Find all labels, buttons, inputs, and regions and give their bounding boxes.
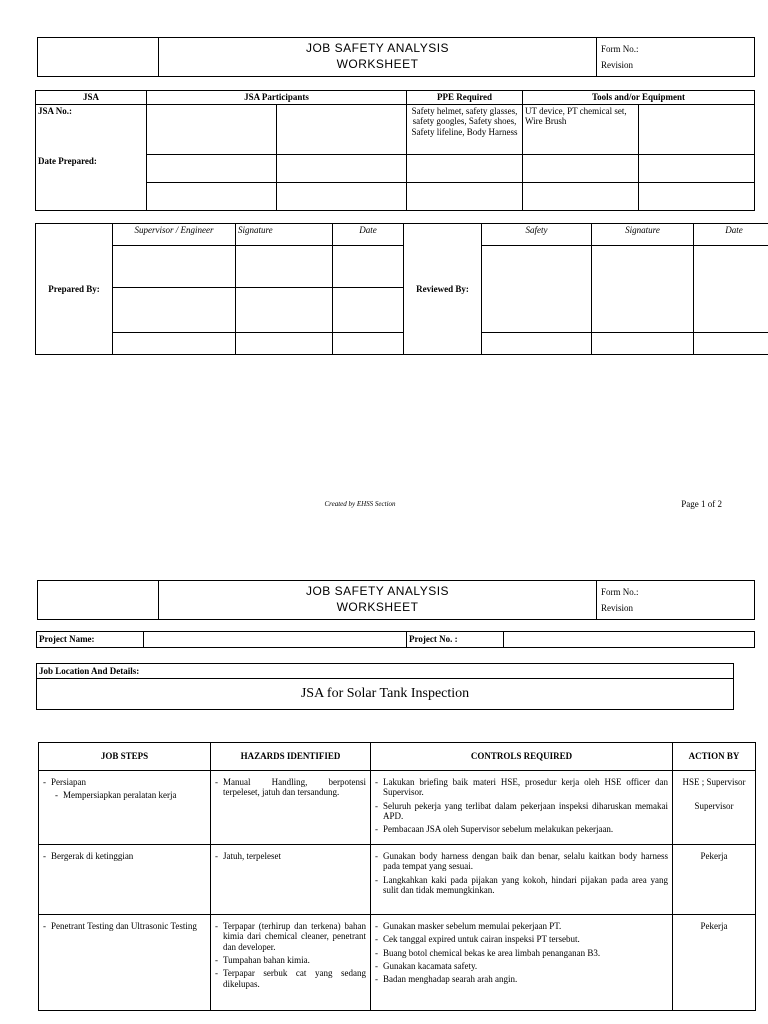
signoff-table [35, 223, 768, 355]
jsa-info-table [35, 90, 755, 211]
project-name-label: Project Name: [37, 632, 144, 648]
hazard-cell [211, 845, 371, 915]
tools-cell[interactable] [523, 183, 639, 211]
action-by: Supervisor [694, 801, 734, 812]
control-item: - Lakukan briefing baik materi HSE, prosedur kerja oleh HSE officer dan Supervisor. [375, 777, 668, 798]
form-meta [597, 581, 755, 620]
controls-cell [371, 771, 673, 845]
header-tools: Tools and/or Equipment [523, 91, 755, 105]
hazard-cell [211, 771, 371, 845]
control-item: - Langkahkan kaki pada pijakan yang kokoh, hindari pijakan pada area yang sulit dan tidak memungkinkan. [375, 875, 668, 896]
header-jsa: JSA [36, 91, 147, 105]
controls-cell [371, 845, 673, 915]
prepared-by-label: Prepared By: [36, 224, 113, 355]
hazard-item: - Manual Handling, berpotensi terpeleset, jatuh dan tersandung. [215, 777, 366, 798]
job-title: JSA for Solar Tank Inspection [37, 679, 734, 710]
header-hazards: HAZARDS IDENTIFIED [211, 743, 371, 771]
col-date-reviewer: Date [694, 224, 768, 246]
supervisor-cell[interactable] [113, 246, 236, 288]
project-name-field[interactable] [144, 632, 407, 648]
header-action-by: ACTION BY [673, 743, 756, 771]
tools-cell[interactable] [639, 183, 755, 211]
col-signature: Signature [236, 224, 333, 246]
header-participants: JSA Participants [147, 91, 407, 105]
control-item: - Gunakan kacamata safety. [375, 961, 668, 971]
col-date: Date [333, 224, 404, 246]
signature-cell[interactable] [236, 246, 333, 288]
safety-cell[interactable] [482, 246, 592, 333]
form-meta [597, 38, 755, 77]
control-item: - Gunakan masker sebelum memulai pekerjaan PT. [375, 921, 668, 931]
reviewed-by-label: Reviewed By: [404, 224, 482, 355]
form-title: JOB SAFETY ANALYSIS WORKSHEET [159, 581, 597, 620]
control-item: - Seluruh pekerja yang terlibat dalam pekerjaan inspeksi diharuskan memakai APD. [375, 801, 668, 822]
job-step-cell [39, 915, 211, 1011]
participant-cell[interactable] [147, 155, 277, 183]
participant-cell[interactable] [147, 105, 277, 155]
date-cell[interactable] [694, 333, 768, 355]
signature-cell[interactable] [236, 333, 333, 355]
signature-cell[interactable] [592, 246, 694, 333]
participant-cell[interactable] [277, 183, 407, 211]
control-item: - Buang botol chemical bekas ke area limbah penanganan B3. [375, 948, 668, 958]
tools-cell[interactable] [639, 105, 755, 155]
page1-header [37, 37, 755, 77]
logo-cell [38, 38, 159, 77]
action-by-cell [673, 845, 756, 915]
revision-label: Revision [601, 60, 634, 70]
job-step-cell [39, 845, 211, 915]
hazard-item: - Terpapar (terhirup dan terkena) bahan kimia dari chemical cleaner, penetrant dan developer. [215, 921, 366, 952]
header-controls: CONTROLS REQUIRED [371, 743, 673, 771]
supervisor-cell[interactable] [113, 333, 236, 355]
header-job-steps: JOB STEPS [39, 743, 211, 771]
signature-cell[interactable] [592, 333, 694, 355]
created-by-footer: Created by EHSS Section [324, 500, 396, 508]
job-steps-table [38, 742, 756, 1011]
page-number: Page 1 of 2 [681, 499, 722, 509]
date-cell[interactable] [694, 246, 768, 333]
hazard-cell [211, 915, 371, 1011]
date-cell[interactable] [333, 288, 404, 333]
location-label: Job Location And Details: [37, 664, 734, 679]
signature-cell[interactable] [236, 288, 333, 333]
date-cell[interactable] [333, 333, 404, 355]
ppe-cell[interactable] [407, 183, 523, 211]
hazard-item: - Tumpahan bahan kimia. [215, 955, 366, 965]
col-supervisor: Supervisor / Engineer [113, 224, 236, 246]
job-step: - Bergerak di ketinggian [43, 851, 206, 861]
job-step-cell [39, 771, 211, 845]
date-cell[interactable] [333, 246, 404, 288]
hazard-item: - Jatuh, terpeleset [215, 851, 366, 861]
control-item: - Gunakan body harness dengan baik dan benar, selalu kaitkan body harness pada tempat yang sesuai. [375, 851, 668, 872]
date-prepared-label: Date Prepared: [38, 156, 97, 167]
action-by: HSE ; Supervisor [682, 777, 746, 787]
control-item: - Cek tanggal expired untuk cairan inspeksi PT tersebut. [375, 934, 668, 944]
controls-cell [371, 915, 673, 1011]
location-table [36, 663, 734, 710]
page2-header [37, 580, 755, 620]
tools-cell[interactable] [523, 155, 639, 183]
form-title: JOB SAFETY ANALYSIS WORKSHEET [159, 38, 597, 77]
control-item: - Badan menghadap searah arah angin. [375, 974, 668, 984]
project-table [36, 631, 755, 648]
participant-cell[interactable] [277, 155, 407, 183]
jsa-meta-cell [36, 105, 147, 211]
action-by-cell [673, 771, 756, 845]
action-by-cell [673, 915, 756, 1011]
col-signature-reviewer: Signature [592, 224, 694, 246]
supervisor-cell[interactable] [113, 288, 236, 333]
form-no-label: Form No.: [601, 586, 639, 597]
logo-cell [38, 581, 159, 620]
action-by: Pekerja [700, 851, 728, 861]
revision-label: Revision [601, 603, 634, 613]
col-safety: Safety [482, 224, 592, 246]
ppe-cell[interactable] [407, 155, 523, 183]
tools-cell[interactable] [639, 155, 755, 183]
form-no-label: Form No.: [601, 43, 639, 54]
safety-cell[interactable] [482, 333, 592, 355]
ppe-value: Safety helmet, safety glasses, safety googles, Safety shoes, Safety lifeline, Body Harness [407, 105, 523, 155]
project-no-field[interactable] [504, 632, 755, 648]
control-item: - Pembacaan JSA oleh Supervisor sebelum melakukan pekerjaan. [375, 824, 668, 834]
action-by: Pekerja [700, 921, 728, 931]
job-substep: - Mempersiapkan peralatan kerja [43, 790, 206, 800]
job-step: - Penetrant Testing dan Ultrasonic Testing [43, 921, 206, 931]
project-no-label: Project No. : [407, 632, 504, 648]
tools-value: UT device, PT chemical set, Wire Brush [523, 105, 639, 155]
jsa-no-label: JSA No.: [38, 106, 73, 116]
participant-cell[interactable] [147, 183, 277, 211]
job-step: - Persiapan [43, 777, 206, 787]
participant-cell[interactable] [277, 105, 407, 155]
hazard-item: - Terpapar serbuk cat yang sedang dikelupas. [215, 968, 366, 989]
header-ppe: PPE Required [407, 91, 523, 105]
